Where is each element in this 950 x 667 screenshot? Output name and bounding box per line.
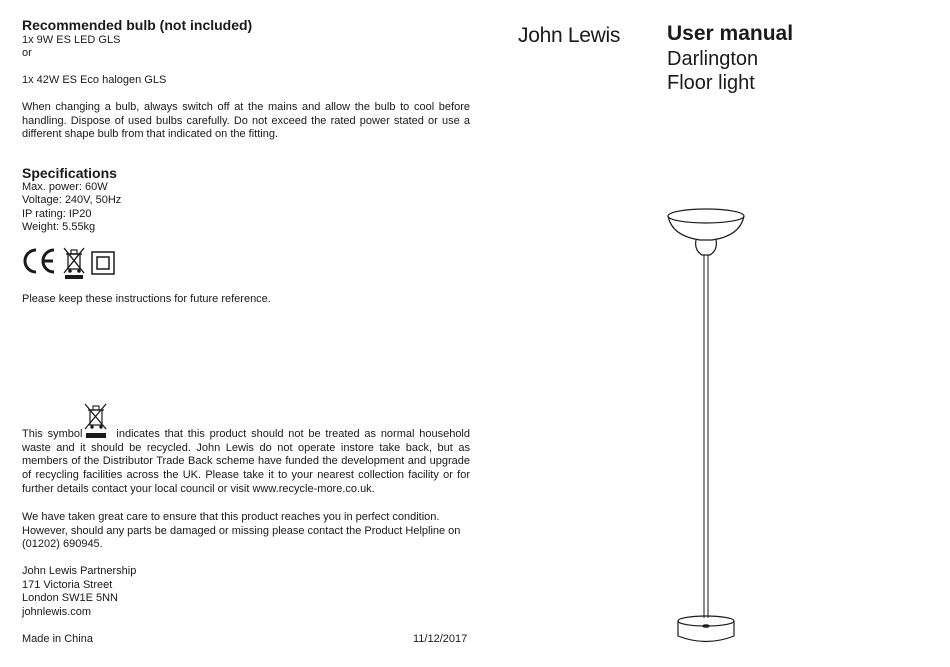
address-line-1: John Lewis Partnership [22, 565, 137, 577]
spec-voltage: Voltage: 240V, 50Hz [22, 194, 122, 206]
address-line-2: 171 Victoria Street [22, 579, 113, 591]
weee-notice [22, 428, 470, 497]
keep-instructions: Please keep these instructions for future reference. [22, 293, 271, 305]
spec-ip-rating: IP rating: IP20 [22, 208, 92, 220]
address-line-3: London SW1E 5NN [22, 592, 118, 604]
made-in: Made in China [22, 633, 93, 645]
bulb-heading: Recommended bulb (not included) [22, 17, 253, 33]
lamp-shade [668, 209, 744, 255]
weee-before: This symbol [22, 428, 83, 440]
specs-heading: Specifications [22, 165, 117, 181]
website: johnlewis.com [22, 606, 92, 618]
double-insulation-icon [92, 252, 114, 274]
bulb-warning: When changing a bulb, always switch off at the mains and allow the bulb to cool before handling. Dispose of used bulbs carefully. Do not exceed the rated power stated or use a different shape bulb from that indicated on the fitting. [22, 101, 470, 141]
bulb-option-2: 1x 42W ES Eco halogen GLS [22, 74, 167, 86]
product-type: Floor light [667, 72, 755, 94]
certification-marks [22, 246, 118, 280]
weee-after: indicates that this product should not be treated as normal household waste and it should be recycled. John Lewis do not operate instore take back, but as members of the Distributor Trade Back scheme have funded the development and upgrade of recycling facilities across the UK. Please take it to your nearest collection facility or for further details contact your local council or visit www.recycle-more.co.uk. [22, 428, 470, 495]
spec-max-power: Max. power: 60W [22, 181, 108, 193]
brand-logo: John Lewis [518, 24, 621, 47]
bulb-or: or [22, 47, 32, 59]
lamp-stem [704, 255, 708, 618]
ce-mark-icon [25, 250, 54, 272]
floor-lamp-illustration [660, 200, 760, 650]
spec-weight: Weight: 5.55kg [22, 221, 96, 233]
bulb-option-1: 1x 9W ES LED GLS [22, 34, 121, 46]
care-notice: We have taken great care to ensure that this product reaches you in perfect condition. However, should any parts be damaged or missing please contact the Product Helpline on (01202) 690945. [22, 511, 461, 551]
lamp-base [678, 616, 734, 642]
product-name: Darlington [667, 48, 759, 70]
document-date: 11/12/2017 [413, 633, 468, 645]
crossed-bin-icon [64, 248, 84, 279]
manual-title: User manual [667, 22, 794, 45]
